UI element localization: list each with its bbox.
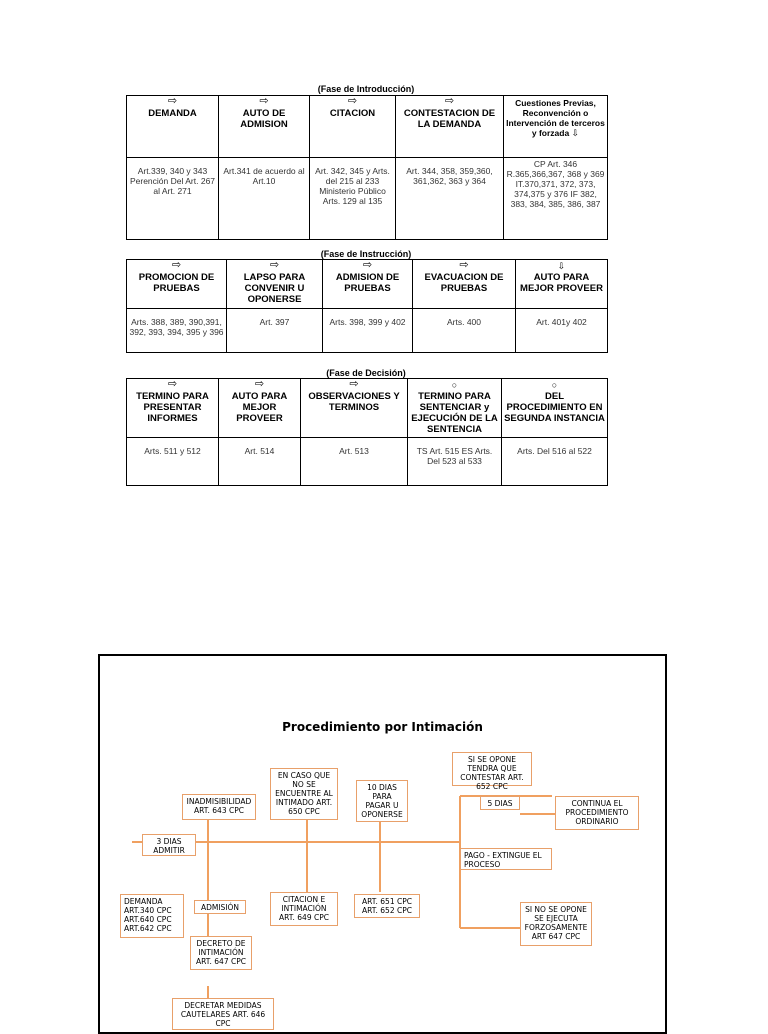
- cell-contestacion-arts: Art. 344, 358, 359,360, 361,362, 363 y 364: [396, 158, 504, 240]
- cell-admision-pruebas-arts: Arts. 398, 399 y 402: [323, 309, 413, 353]
- arrow-right-icon: ⇨: [167, 95, 178, 107]
- arrow-right-icon: ⇨: [347, 95, 358, 107]
- box-admision: ADMISIÓN: [194, 900, 246, 914]
- arrow-right-icon: ⇨: [444, 95, 455, 107]
- arrow-right-icon: ⇨: [259, 95, 269, 107]
- arrow-down-icon: ⇩: [571, 128, 580, 138]
- cell-lapso-arts: Art. 397: [227, 309, 323, 353]
- header-demanda: ⇨ DEMANDA: [127, 96, 219, 158]
- box-cinco-dias: 5 DIAS: [480, 796, 520, 810]
- box-inadmisibilidad: INADMISIBILIDAD ART. 643 CPC: [182, 794, 256, 820]
- header-segunda-instancia: ○ DEL PROCEDIMIENTO EN SEGUNDA INSTANCIA: [502, 379, 608, 438]
- arrow-right-icon: ⇨: [171, 259, 182, 271]
- diagram-title: Procedimiento por Intimación: [282, 720, 483, 734]
- arrow-right-icon: ⇨: [362, 259, 373, 271]
- box-demanda: DEMANDA ART.340 CPC ART.640 CPC ART.642 CPC: [120, 894, 184, 938]
- circle-icon: ○: [451, 380, 458, 390]
- table-decision: [126, 378, 608, 486]
- cell-cuestiones-arts: CP Art. 346 R.365,366,367, 368 y 369 IT.370,371, 372, 373, 374,375 y 376 IF 382, 383, 384, 385, 386, 387: [504, 158, 608, 240]
- box-pago: PAGO - EXTINGUE EL PROCESO: [460, 848, 552, 870]
- diagram-procedimiento-intimacion: [98, 654, 667, 1034]
- box-no-encuentre: EN CASO QUE NO SE ENCUENTRE AL INTIMADO ART. 650 CPC: [270, 768, 338, 820]
- arrow-right-icon: ⇨: [349, 378, 359, 390]
- cell-evacuacion-arts: Arts. 400: [413, 309, 516, 353]
- arrow-right-icon: ⇨: [254, 378, 265, 390]
- box-decreto: DECRETO DE INTIMACIÓN ART. 647 CPC: [190, 936, 252, 970]
- arrow-right-icon: ⇨: [167, 378, 178, 390]
- phase-title-introduccion: (Fase de Introducción): [317, 84, 415, 94]
- header-auto-mejor-proveer-decision: ⇨ AUTO PARA MEJOR PROVEER: [219, 379, 301, 438]
- cell-mejor-proveer-decision-arts: Art. 514: [219, 438, 301, 486]
- cell-segunda-instancia-arts: Arts. Del 516 al 522: [502, 438, 608, 486]
- header-contestacion: ⇨ CONTESTACION DE LA DEMANDA: [396, 96, 504, 158]
- header-promocion-pruebas: ⇨ PROMOCION DE PRUEBAS: [127, 260, 227, 309]
- cell-mejor-proveer-arts: Art. 401y 402: [516, 309, 608, 353]
- arrow-right-icon: ⇨: [459, 259, 469, 271]
- header-termino-sentenciar: ○ TERMINO PARA SENTENCIAR y EJECUCIÓN DE LA SENTENCIA: [408, 379, 502, 438]
- box-si-opone: SI SE OPONE TENDRA QUE CONTESTAR ART. 652 CPC: [452, 752, 532, 786]
- table-introduccion: [126, 95, 608, 240]
- cell-informes-arts: Arts. 511 y 512: [127, 438, 219, 486]
- box-art651: ART. 651 CPC ART. 652 CPC: [354, 894, 420, 918]
- table-instruccion: [126, 259, 608, 353]
- box-diez-dias: 10 DIAS PARA PAGAR U OPONERSE: [356, 780, 408, 822]
- header-cuestiones-previas: Cuestiones Previas, Reconvención o Intervención de terceros y forzada ⇩: [504, 96, 608, 158]
- box-medidas: DECRETAR MEDIDAS CAUTELARES ART. 646 CPC: [172, 998, 274, 1030]
- cell-citacion-arts: Art. 342, 345 y Arts. del 215 al 233 Ministerio Público Arts. 129 al 135: [310, 158, 396, 240]
- header-admision-pruebas: ⇨ ADMISION DE PRUEBAS: [323, 260, 413, 309]
- circle-icon: ○: [551, 380, 558, 390]
- header-auto-admision: ⇨ AUTO DE ADMISION: [219, 96, 310, 158]
- cell-sentenciar-arts: TS Art. 515 ES Arts. Del 523 al 533: [408, 438, 502, 486]
- cell-demanda-arts: Art.339, 340 y 343 Perención Del Art. 267 al Art. 271: [127, 158, 219, 240]
- header-lapso-convenir: ⇨ LAPSO PARA CONVENIR U OPONERSE: [227, 260, 323, 309]
- box-citacion: CITACION E INTIMACIÓN ART. 649 CPC: [270, 892, 338, 926]
- header-observaciones: ⇨ OBSERVACIONES Y TERMINOS: [301, 379, 408, 438]
- cell-observaciones-arts: Art. 513: [301, 438, 408, 486]
- header-auto-mejor-proveer: ⇩ AUTO PARA MEJOR PROVEER: [516, 260, 608, 309]
- cell-auto-admision-arts: Art.341 de acuerdo al Art.10: [219, 158, 310, 240]
- box-tres-dias: 3 DIAS ADMITIR: [142, 834, 196, 856]
- phase-title-decision: (Fase de Decisión): [326, 368, 406, 378]
- header-termino-informes: ⇨ TERMINO PARA PRESENTAR INFORMES: [127, 379, 219, 438]
- header-citacion: ⇨ CITACION: [310, 96, 396, 158]
- box-continua: CONTINUA EL PROCEDIMIENTO ORDINARIO: [555, 796, 639, 830]
- header-evacuacion-pruebas: ⇨ EVACUACION DE PRUEBAS: [413, 260, 516, 309]
- box-no-opone: SI NO SE OPONE SE EJECUTA FORZOSAMENTE ART 647 CPC: [520, 902, 592, 946]
- arrow-right-icon: ⇨: [269, 259, 280, 271]
- arrow-down-icon: ⇩: [557, 261, 566, 271]
- cell-promocion-arts: Arts. 388, 389, 390,391, 392, 393, 394, 395 y 396: [127, 309, 227, 353]
- phase-title-instruccion: (Fase de Instrucción): [320, 249, 412, 259]
